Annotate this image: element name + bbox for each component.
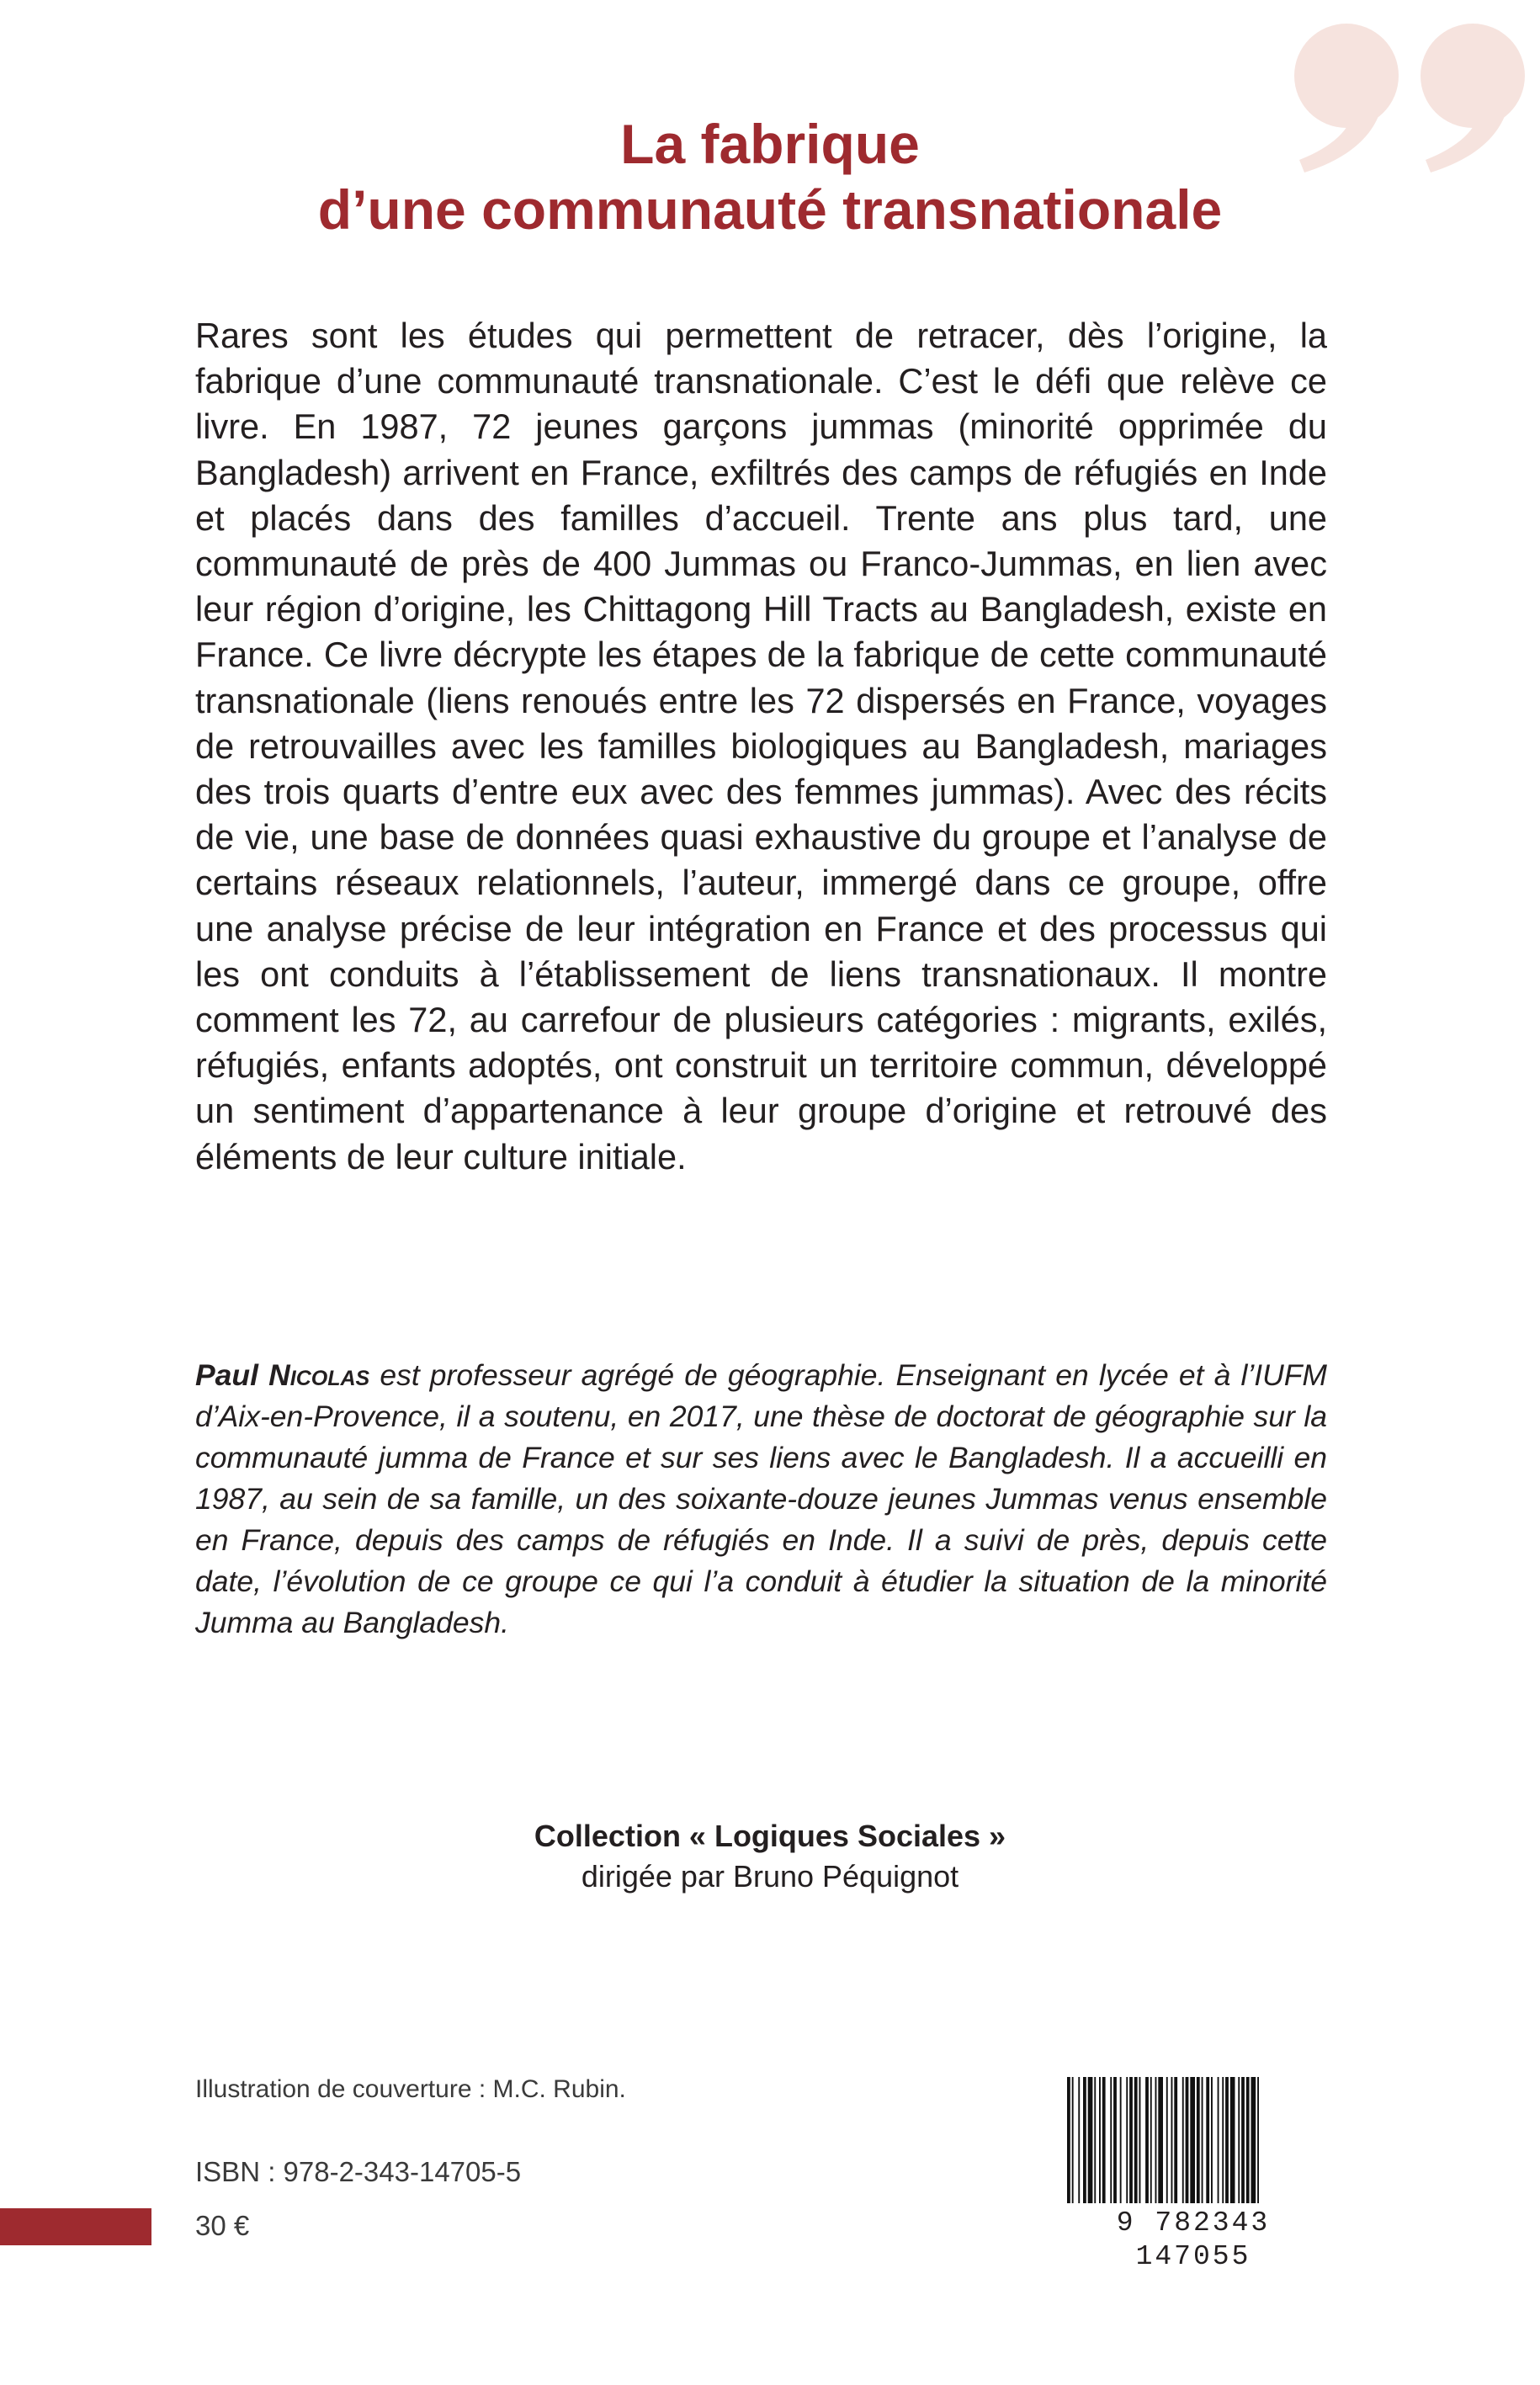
title-line-1: La fabrique (620, 113, 920, 175)
title-line-2: d’une communauté transnationale (317, 178, 1223, 241)
author-name (195, 1358, 369, 1392)
price: 30 € (195, 2210, 250, 2241)
collection-director: dirigée par Bruno Péquignot (581, 1859, 959, 1894)
collection-name: Collection « Logiques Sociales » (534, 1819, 1006, 1853)
book-title (0, 111, 1540, 242)
isbn: ISBN : 978-2-343-14705-5 (195, 2156, 522, 2187)
author-bio (195, 1355, 1327, 1644)
author-first-name: Paul (195, 1358, 258, 1392)
collection-info (0, 1816, 1540, 1897)
author-bio-text: est professeur agrégé de géographie. Enseignant en lycée et à l’IUFM d’Aix-en-Provence, il a soutenu, en 2017, une thèse de doctorat de géographie sur la communauté jumma de France et sur ses liens avec le Bangladesh. Il a accueilli en 1987, au sein de sa famille, un des soixante-douze jeunes Jummas venus ensemble en France, depuis des camps de réfugiés en Inde. Il a suivi de près, depuis cette date, l’évolution de ce groupe ce qui l’a conduit à étudier la situation de la minorité Jumma au Bangladesh. (195, 1358, 1327, 1639)
illustration-credit: Illustration de couverture : M.C. Rubin. (195, 2075, 626, 2103)
accent-bar (0, 2208, 151, 2245)
book-blurb: Rares sont les études qui permettent de retracer, dès l’origine, la fabrique d’une communauté transnationale. C’est le défi que relève ce livre. En 1987, 72 jeunes garçons jummas (minorité opprimée du Bangladesh) arrivent en France, exfiltrés des camps de réfugiés en Inde et placés dans des familles d’accueil. Trente ans plus tard, une communauté de près de 400 Jummas ou Franco-Jummas, en lien avec leur région d’origine, les Chittagong Hill Tracts au Bangladesh, existe en France. Ce livre décrypte les étapes de la fabrique de cette communauté transnationale (liens renoués entre les 72 dispersés en France, voyages de retrouvailles avec les familles biologiques au Bangladesh, mariages des trois quarts d’entre eux avec des femmes jummas). Avec des récits de vie, une base de données quasi exhaustive du groupe et l’analyse de certains réseaux relationnels, l’auteur, immergé dans ce groupe, offre une analyse précise de leur intégration en France et des processus qui les ont conduits à l’établissement de liens transnationaux. Il montre comment les 72, au carrefour de plusieurs catégories : migrants, exilés, réfugiés, enfants adoptés, ont construit un territoire commun, développé un sentiment d’appartenance à leur groupe d’origine et retrouvé des éléments de leur culture initiale. (195, 316, 1327, 1177)
author-last-name: Nicolas (268, 1358, 370, 1392)
barcode-number: 9 782343 147055 (1062, 2207, 1325, 2274)
